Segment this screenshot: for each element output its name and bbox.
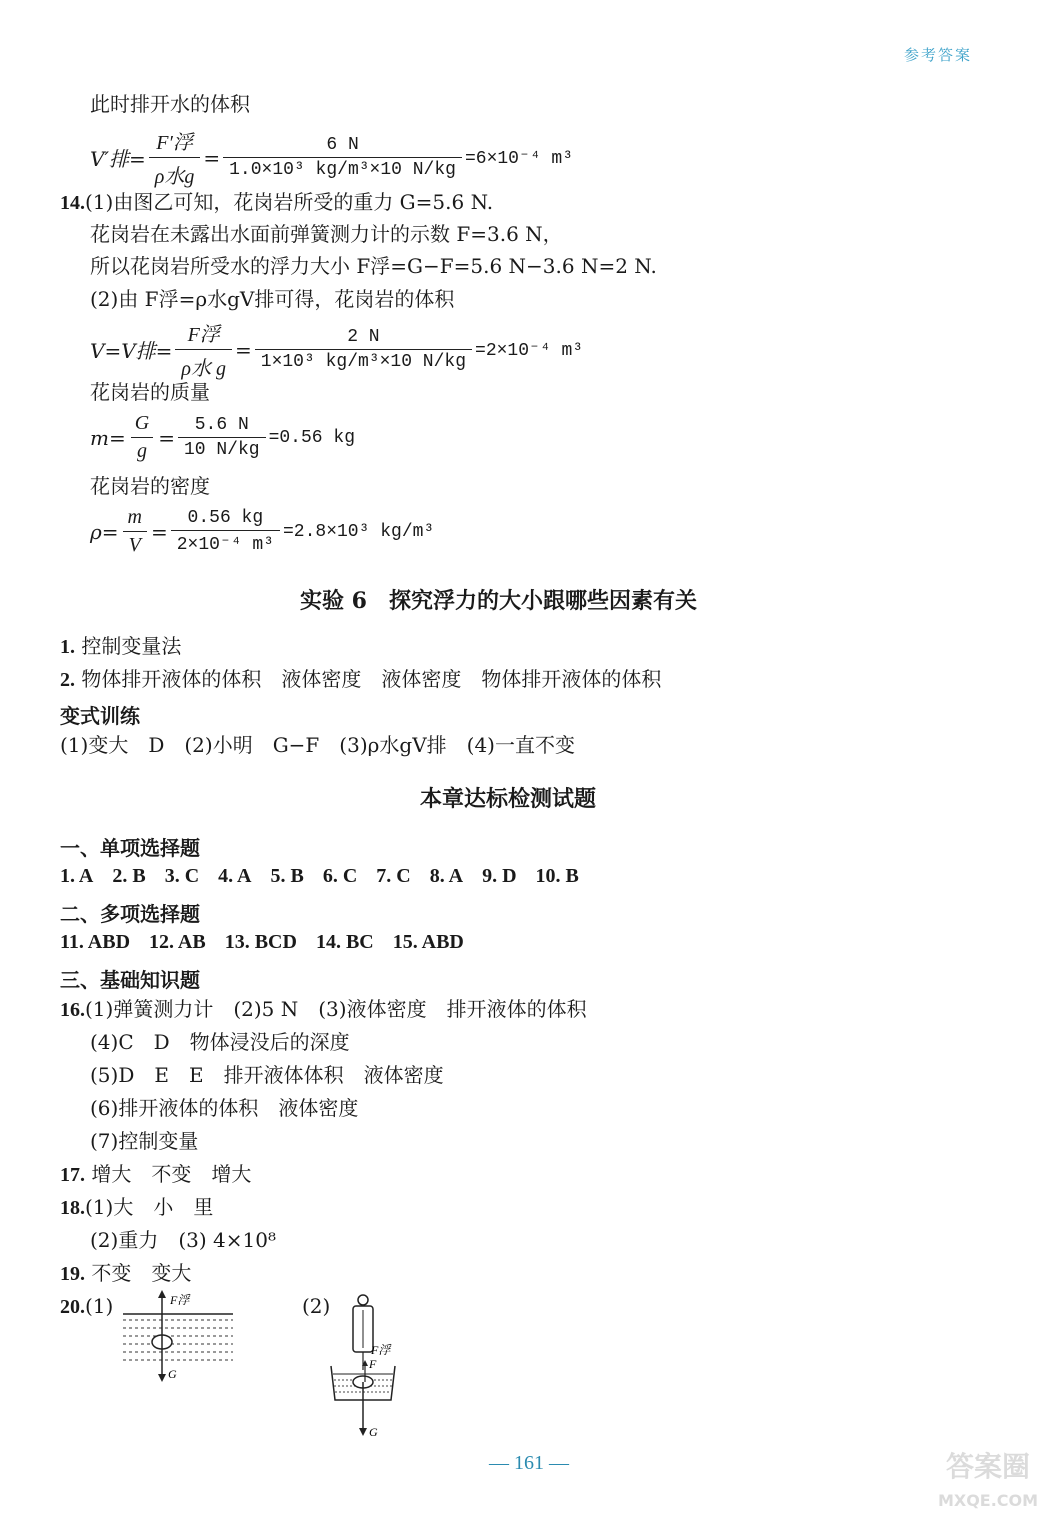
q14-line1: [60, 190, 493, 215]
f3-num1: G: [134, 412, 150, 434]
exp6-a1-number: 1.: [60, 636, 75, 658]
exp6-answer1: [60, 634, 181, 659]
q18-line1: [60, 1195, 213, 1220]
d2-mid-label: F: [369, 1357, 377, 1371]
f4-result: =2.8×10³ kg/m³: [283, 521, 435, 542]
exp6-a2-number: 2.: [60, 669, 75, 691]
f2-num1: F浮: [187, 324, 220, 346]
f3-lhs: m=: [90, 425, 126, 450]
answer-item: 6. C: [322, 865, 358, 887]
f4-den1: V: [123, 531, 147, 557]
d1-top-label: F浮: [170, 1293, 190, 1307]
q19-number: 19.: [60, 1263, 85, 1285]
q14-line2: 花岗岩在未露出水面前弹簧测力计的示数 F=3.6 N，: [90, 222, 563, 246]
buoyancy-diagram-1: [118, 1288, 238, 1388]
f2-frac1: [175, 318, 232, 381]
q16-line5: (7)控制变量: [90, 1129, 199, 1153]
q16-line4: (6)排开液体的体积 液体密度: [90, 1096, 359, 1120]
q16-line2: (4)C D 物体浸没后的深度: [90, 1030, 350, 1054]
variant-heading: 变式训练: [60, 704, 140, 728]
answer-item: 11. ABD: [60, 931, 131, 953]
buoyancy-diagram-2: [325, 1290, 415, 1440]
answer-item: 7. C: [376, 865, 411, 887]
answer-item: 15. ABD: [392, 931, 464, 953]
answer-item: 14. BC: [315, 931, 374, 953]
test-title: 本章达标检测试题: [420, 786, 597, 812]
q14-line6: 花岗岩的密度: [90, 474, 210, 498]
exp6-title: 实验 6 探究浮力的大小跟哪些因素有关: [300, 588, 697, 614]
f4-frac2: [171, 508, 280, 555]
q20-line: [60, 1294, 113, 1319]
f4-den2: 2×10⁻⁴ m³: [171, 530, 280, 555]
q19-line: [60, 1261, 191, 1286]
f4-frac1: [122, 506, 148, 557]
answer-item: 2. B: [112, 865, 146, 887]
q20-part1-label: (1): [85, 1294, 114, 1318]
f2-result: =2×10⁻⁴ m³: [475, 340, 584, 361]
answer-item: 9. D: [482, 865, 517, 887]
sec2-answers: [60, 931, 464, 954]
f3-den1: g: [131, 437, 153, 463]
formula-4: ρ= $\frac{m}{V}$ = $\frac{0.56 kg}{\text{2×10⁻⁴ m³}}$ =2.8×10³ kg/m³: [90, 506, 435, 556]
watermark-url: MXQE.COM: [938, 1491, 1038, 1510]
answer-item: 1. A: [60, 865, 94, 887]
answer-item: 12. AB: [149, 931, 206, 953]
q14-number: 14.: [60, 192, 85, 214]
f2-den1: ρ水 g: [175, 349, 232, 381]
header-tag: 参考答案: [903, 46, 972, 64]
q14-line4: (2)由 F浮=ρ水gV排可得，花岗岩的体积: [90, 287, 455, 311]
variant-answer: (1)变大 D (2)小明 G−F (3)ρ水gV排 (4)一直不变: [60, 733, 575, 757]
f1-result: =6×10⁻⁴ m³: [464, 148, 574, 169]
d2-top-label: F浮: [371, 1343, 391, 1357]
f2-num2: 2 N: [347, 327, 380, 347]
f1-den2: 1.0×10³ kg/m³×10 N/kg: [223, 157, 462, 180]
f4-num2: 0.56 kg: [187, 508, 264, 528]
d2-bottom-label: G: [369, 1425, 378, 1439]
watermark-logo: [938, 1432, 1038, 1522]
f4-lhs: ρ=: [90, 519, 119, 544]
formula-3: m= $\frac{G}{g}$ = $\frac{5.6 N}{10 N/kg}$ =0.56 kg: [90, 412, 355, 462]
formula-1: V′排= $\frac{\text{F′浮}}{\text{ρ水g}}$ = $\frac{6 N}{\text{1.0×10³ kg/m³×10 N/kg}}$ =6×10⁻⁴ m³: [90, 126, 573, 189]
answer-item: 5. B: [270, 865, 304, 887]
f1-num1: F′浮: [156, 132, 193, 154]
sec1-heading: 一、单项选择题: [60, 836, 200, 860]
answer-item: 3. C: [164, 865, 200, 887]
q14-line3: 所以花岗岩所受水的浮力大小 F浮=G−F=5.6 N−3.6 N=2 N.: [90, 254, 657, 278]
q20-number: 20.: [60, 1296, 85, 1318]
q18-text1: (1)大 小 里: [85, 1195, 214, 1219]
sec2-heading: 二、多项选择题: [60, 902, 200, 926]
answer-item: 4. A: [218, 865, 252, 887]
f3-den2: 10 N/kg: [178, 437, 266, 460]
q14-text1: (1)由图乙可知，花岗岩所受的重力 G=5.6 N.: [85, 190, 494, 214]
f2-frac2: [255, 327, 472, 372]
f1-lhs: V′排=: [90, 147, 146, 171]
f2-den2: 1×10³ kg/m³×10 N/kg: [255, 349, 472, 372]
exp6-a1-text: 控制变量法: [81, 634, 182, 658]
q18-number: 18.: [60, 1197, 85, 1219]
f1-num2: 6 N: [326, 135, 359, 155]
q16-line1: [60, 997, 587, 1022]
f3-num2: 5.6 N: [194, 415, 249, 435]
q17-number: 17.: [60, 1164, 85, 1186]
q19-text: 不变 变大: [91, 1261, 192, 1285]
q16-number: 16.: [60, 999, 85, 1021]
p1-line1: 此时排开水的体积: [90, 92, 250, 116]
q16-text1: (1)弹簧测力计 (2)5 N (3)液体密度 排开液体的体积: [85, 997, 587, 1021]
q16-line3: (5)D E E 排开液体体积 液体密度: [90, 1063, 444, 1087]
f1-frac1: [149, 126, 201, 189]
f3-frac2: [178, 415, 266, 460]
q14-line5: 花岗岩的质量: [90, 380, 210, 404]
exp6-answer2: [60, 667, 661, 692]
f3-result: =0.56 kg: [268, 427, 355, 448]
page-number: — 161 —: [489, 1452, 569, 1474]
f1-den1: ρ水g: [149, 157, 201, 189]
f1-frac2: [223, 135, 462, 180]
exp6-a2-text: 物体排开液体的体积 液体密度 液体密度 物体排开液体的体积: [81, 667, 662, 691]
answer-item: 10. B: [535, 865, 579, 887]
formula-2: V=V排= $\frac{\text{F浮}}{\text{ρ水 g}}$ = $\frac{2 N}{\text{1×10³ kg/m³×10 N/kg}}$ =2×10⁻⁴ m³: [90, 318, 583, 381]
answer-item: 8. A: [429, 865, 464, 887]
answer-item: 13. BCD: [224, 931, 297, 953]
f2-lhs: V=V排=: [90, 339, 173, 363]
f3-frac1: [129, 412, 155, 463]
q20-part2-label: (2): [302, 1294, 331, 1318]
d1-bottom-label: G: [168, 1367, 177, 1381]
f4-num1: m: [127, 506, 142, 528]
sec3-heading: 三、基础知识题: [60, 968, 200, 992]
sec1-answers: [60, 865, 579, 888]
watermark-text: 答案圈: [945, 1450, 1031, 1483]
q17-text: 增大 不变 增大: [91, 1162, 252, 1186]
q18-line2: (2)重力 (3) 4×10⁸: [90, 1228, 276, 1252]
q17-line: [60, 1162, 251, 1187]
